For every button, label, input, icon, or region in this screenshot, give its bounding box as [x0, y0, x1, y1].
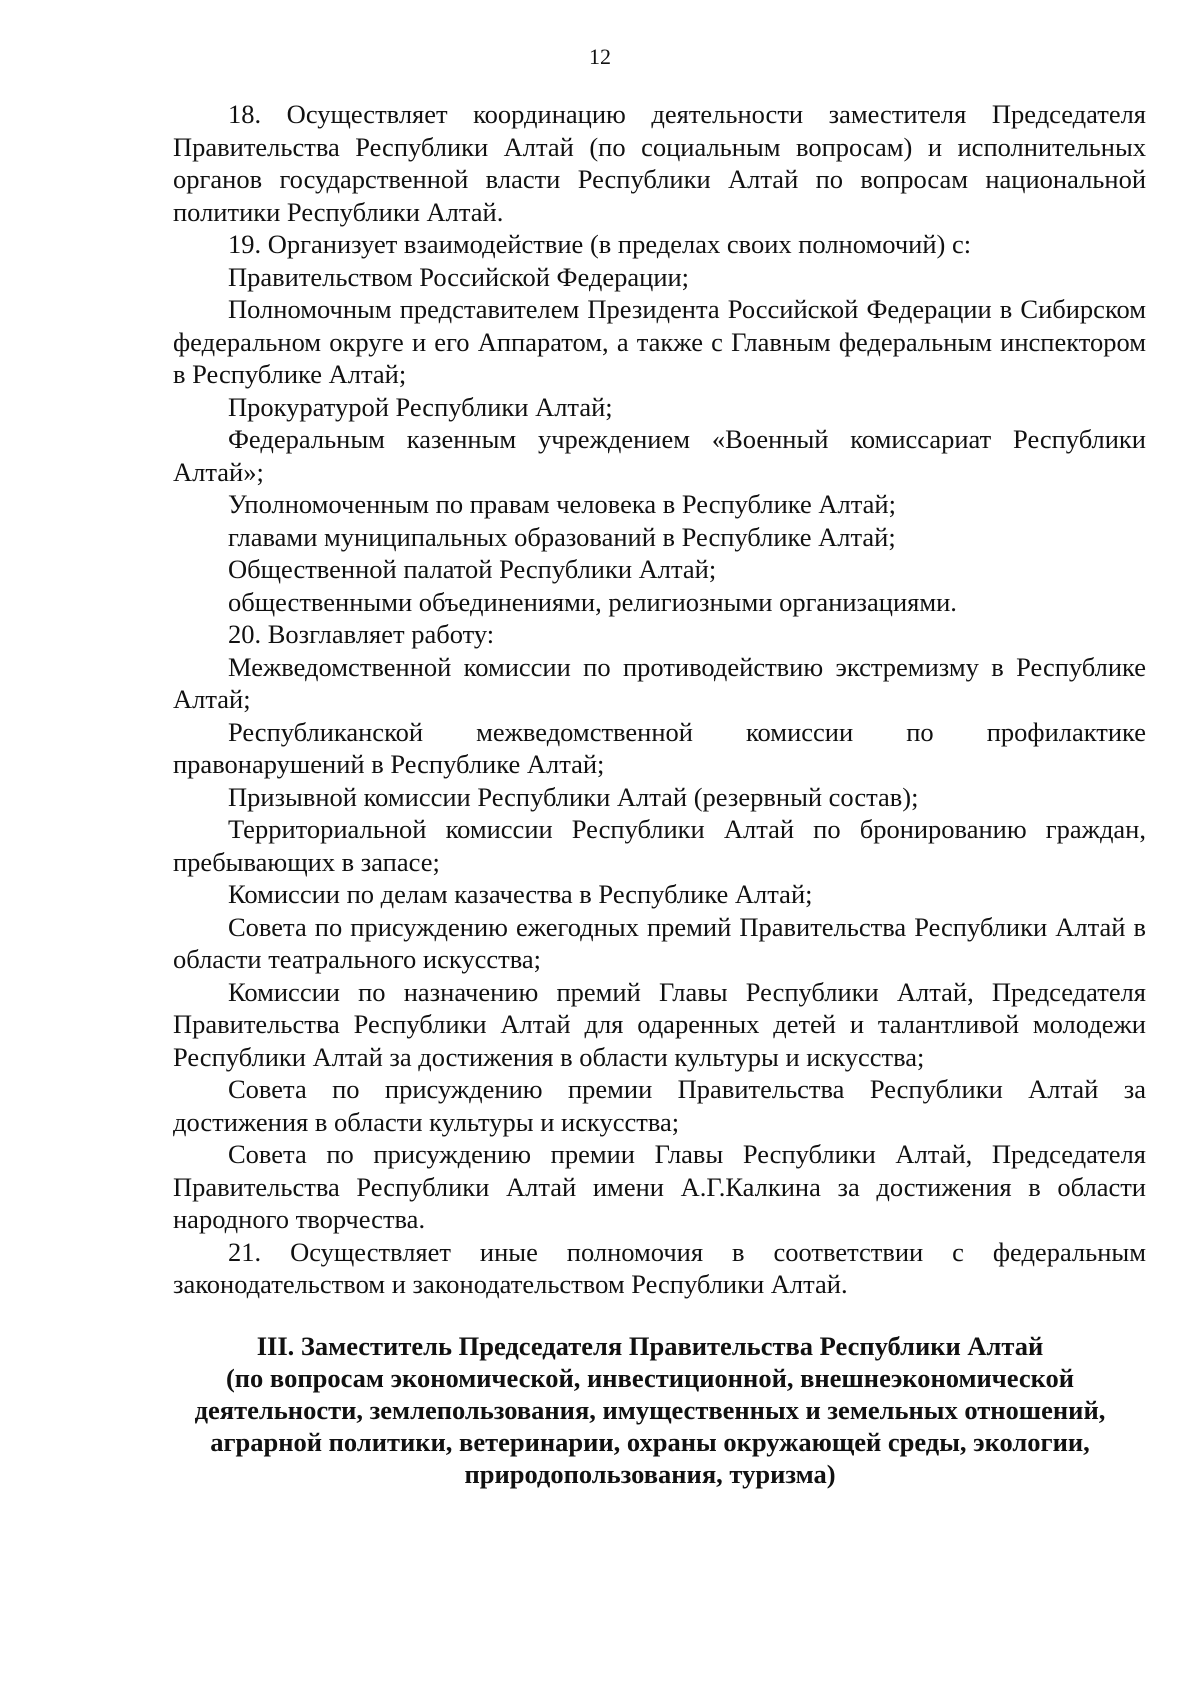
section-heading-line: природопользования, туризма) [464, 1459, 836, 1489]
list-item: Полномочным представителем Президента Российской Федерации в Сибирском федеральном округе и его Аппаратом, а также с Главным федеральным инспектором в Республике Алтай; [173, 294, 1146, 389]
paragraph-item-18: 18. Осуществляет координацию деятельности заместителя Председателя Правительства Республики Алтай (по социальным вопросам) и исполнительных органов государственной власти Республики Алтай по вопросам национальной политики Республики Алтай. [173, 99, 1146, 227]
list-item: Совета по присуждению премии Главы Республики Алтай, Председателя Правительства Республики Алтай имени А.Г.Калкина за достижения в области народного творчества. [173, 1139, 1146, 1234]
list-item: Общественной палатой Республики Алтай; [228, 554, 717, 584]
section-heading-line: III. Заместитель Председателя Правительства Республики Алтай [256, 1331, 1044, 1361]
section-heading [150, 1330, 1150, 1490]
list-item: Территориальной комиссии Республики Алтай по бронированию граждан, пребывающих в запасе; [173, 814, 1146, 877]
list-item: Комиссии по назначению премий Главы Республики Алтай, Председателя Правительства Республики Алтай для одаренных детей и талантливой молодежи Республики Алтай за достижения в области культуры и искусства; [173, 976, 1146, 1072]
section-heading-line: деятельности, землепользования, имущественных и земельных отношений, [194, 1395, 1106, 1425]
list-item: Правительством Российской Федерации; [228, 261, 690, 292]
paragraph-item-20: 20. Возглавляет работу: [228, 619, 495, 649]
paragraph-item-21: 21. Осуществляет иные полномочия в соответствии с федеральным законодательством и законодательством Республики Алтай. [173, 1236, 1146, 1299]
paragraph-item-19: 19. Организует взаимодействие (в пределах своих полномочий) с: [228, 229, 972, 259]
list-item: Комиссии по делам казачества в Республике Алтай; [228, 879, 813, 909]
list-item: Межведомственной комиссии по противодействию экстремизму в Республике Алтай; [173, 651, 1146, 714]
list-item: Уполномоченным по правам человека в Республике Алтай; [228, 489, 896, 519]
document-body [173, 98, 1146, 1301]
list-item: главами муниципальных образований в Республике Алтай; [228, 521, 896, 552]
list-item: Совета по присуждению ежегодных премий Правительства Республики Алтай в области театрального искусства; [173, 911, 1146, 974]
list-item: Республиканской межведомственной комиссии по профилактике правонарушений в Республике Алтай; [173, 716, 1146, 779]
section-heading-line: (по вопросам экономической, инвестиционной, внешнеэкономической [225, 1363, 1075, 1393]
list-item: Совета по присуждению премии Правительства Республики Алтай за достижения в области культуры и искусства; [173, 1074, 1146, 1137]
list-item: общественными объединениями, религиозными организациями. [228, 586, 957, 617]
page-number: 12 [589, 44, 611, 69]
list-item: Призывной комиссии Республики Алтай (резервный состав); [228, 781, 919, 812]
section-heading-line: аграрной политики, ветеринарии, охраны окружающей среды, экологии, [210, 1427, 1090, 1457]
list-item: Федеральным казенным учреждением «Военный комиссариат Республики Алтай»; [173, 424, 1146, 487]
list-item: Прокуратурой Республики Алтай; [228, 391, 613, 422]
